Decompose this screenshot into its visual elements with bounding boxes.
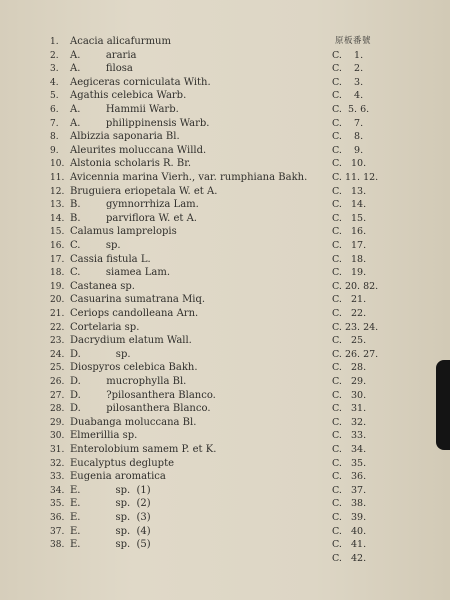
item-number: 2. [50, 50, 59, 61]
list-item [0, 322, 450, 335]
species-name: A. philippinensis Warb. [70, 117, 210, 129]
plate-reference: C. 38. [332, 498, 367, 510]
list-item [0, 403, 450, 416]
plate-reference: C. 9. [332, 144, 364, 156]
species-name: D. pilosanthera Blanco. [70, 403, 211, 415]
item-number: 14. [50, 213, 65, 224]
list-item [0, 349, 450, 362]
plate-reference: C. 26. 27. [332, 348, 379, 360]
plate-reference: C. 19. [332, 267, 367, 279]
list-item [0, 526, 450, 539]
plate-reference: C. 35. [332, 457, 367, 469]
species-name: E. sp. (3) [70, 512, 151, 523]
plate-reference: C. 40. [332, 525, 367, 537]
plate-reference: C. 28. [332, 362, 367, 374]
list-item [0, 444, 450, 457]
list-item [0, 240, 450, 253]
species-name: Duabanga moluccana Bl. [70, 416, 197, 428]
item-number: 27. [50, 390, 65, 401]
list-item [0, 485, 450, 498]
species-name: Bruguiera eriopetala W. et A. [70, 185, 218, 197]
plate-reference: C. 17. [332, 240, 367, 251]
column-header: 原板番號 [335, 36, 372, 46]
item-number: 22. [50, 322, 65, 333]
item-number: 33. [50, 472, 65, 483]
item-number: 24. [50, 349, 65, 360]
list-item [0, 145, 450, 158]
item-number: 37. [50, 526, 65, 537]
plate-reference: C. 15. [332, 212, 367, 224]
item-number: 21. [50, 309, 65, 319]
plate-reference: C. 14. [332, 199, 367, 211]
species-name: Ceriops candolleana Arn. [70, 308, 199, 319]
page-edge-shadow [436, 360, 450, 450]
species-name: Aleurites moluccana Willd. [70, 144, 207, 156]
species-name: Enterolobium samem P. et K. [70, 444, 217, 455]
list-item [0, 158, 450, 171]
item-number: 32. [50, 458, 65, 469]
list-item [0, 512, 450, 525]
list-item [0, 63, 450, 76]
plate-reference: C. 4. [332, 90, 364, 102]
item-number: 38. [50, 540, 65, 551]
plate-reference: C. 30. [332, 389, 367, 401]
species-name: Diospyros celebica Bakh. [70, 362, 198, 374]
species-name: A. Hammii Warb. [70, 104, 179, 115]
list-item [0, 390, 450, 403]
list-item [0, 77, 450, 90]
item-number: 17. [50, 254, 65, 265]
item-number: 10. [50, 159, 65, 170]
list-item [0, 213, 450, 226]
plate-reference: C. 10. [332, 158, 367, 170]
plate-reference: C. 23. 24. [332, 321, 379, 333]
species-name: Acacia alicafurmum [70, 36, 171, 47]
item-number: 26. [50, 377, 65, 387]
item-number: 28. [50, 404, 65, 415]
list-item [0, 118, 450, 131]
item-number: 19. [50, 281, 65, 292]
species-name: Avicennia marina Vierh., var. rumphiana Bakh. [70, 172, 308, 183]
species-name: D. sp. [70, 348, 131, 360]
plate-reference: C. 3. [332, 76, 364, 88]
list-item [0, 430, 450, 443]
plate-reference: C. 25. [332, 335, 367, 347]
item-number: 15. [50, 227, 65, 238]
species-name: C. sp. [70, 240, 121, 251]
list-item [0, 281, 450, 294]
plate-reference: C. 42. [332, 552, 367, 564]
plate-reference: C. 16. [332, 226, 367, 238]
species-name: Dacrydium elatum Wall. [70, 335, 192, 347]
item-number: 36. [50, 513, 65, 523]
species-name: Elmerillia sp. [70, 430, 138, 442]
item-number: 9. [50, 145, 59, 156]
list-item [0, 539, 450, 552]
species-name: B. gymnorrhiza Lam. [70, 199, 199, 211]
list-item [0, 104, 450, 117]
item-number: 7. [50, 118, 59, 129]
species-name: Alstonia scholaris R. Br. [70, 158, 192, 170]
plate-reference: C. 5. 6. [332, 104, 370, 115]
list-item [0, 36, 450, 49]
species-name: E. sp. (1) [70, 484, 151, 496]
list-item [0, 362, 450, 375]
species-name: Albizzia saponaria Bl. [70, 131, 180, 143]
plate-reference: C. 29. [332, 376, 367, 387]
species-name: Cassia fistula L. [70, 253, 151, 265]
item-number: 29. [50, 417, 65, 428]
item-number: 6. [50, 105, 59, 115]
item-number: 18. [50, 268, 65, 279]
plate-reference: C. 36. [332, 471, 367, 483]
plate-reference: C. 31. [332, 403, 367, 415]
species-name: D. ?pilosanthera Blanco. [70, 389, 216, 401]
list-item [0, 267, 450, 280]
plate-reference: C. 2. [332, 63, 364, 75]
species-name: E. sp. (4) [70, 525, 151, 537]
species-name: Eucalyptus deglupte [70, 457, 175, 469]
item-number: 5. [50, 91, 59, 102]
list-item [0, 186, 450, 199]
species-name: Eugenia aromatica [70, 471, 166, 483]
species-name: Cortelaria sp. [70, 321, 140, 333]
species-name: Castanea sp. [70, 280, 135, 292]
list-item [0, 335, 450, 348]
plate-reference: C. 32. [332, 416, 367, 428]
plate-reference: C. 34. [332, 444, 367, 455]
plate-reference: C. 20. 82. [332, 280, 379, 292]
item-number: 3. [50, 64, 59, 75]
list-item [0, 199, 450, 212]
item-number: 16. [50, 241, 65, 251]
list-item [0, 226, 450, 239]
item-number: 1. [50, 37, 59, 47]
item-number: 35. [50, 499, 65, 510]
plate-reference: C. 18. [332, 253, 367, 265]
item-number: 12. [50, 186, 65, 197]
list-item [0, 294, 450, 307]
item-number: 8. [50, 132, 59, 143]
plate-reference: C. 33. [332, 430, 367, 442]
plate-reference: C. 7. [332, 117, 364, 129]
species-name: B. parviflora W. et A. [70, 212, 197, 224]
list-item [0, 90, 450, 103]
species-name: Agathis celebica Warb. [70, 90, 187, 102]
species-name: D. mucrophylla Bl. [70, 376, 187, 387]
item-number: 31. [50, 445, 65, 455]
plate-reference: C. 39. [332, 512, 367, 523]
list-item [0, 458, 450, 471]
list-item [0, 50, 450, 63]
list-item [0, 172, 450, 185]
species-name: C. siamea Lam. [70, 267, 170, 279]
plate-reference: C. 11. 12. [332, 172, 379, 183]
item-number: 4. [50, 77, 59, 88]
list-item [0, 376, 450, 389]
list-item [0, 417, 450, 430]
item-number: 20. [50, 295, 65, 306]
item-number: 11. [50, 173, 65, 183]
plate-reference: C. 37. [332, 484, 367, 496]
item-number: 30. [50, 431, 65, 442]
species-name: E. sp. (5) [70, 539, 151, 551]
species-name: A. araria [70, 49, 137, 61]
list-item [0, 498, 450, 511]
list-item [0, 553, 450, 566]
plate-reference: C. 41. [332, 539, 367, 551]
list-item [0, 254, 450, 267]
plate-reference: C. 1. [332, 49, 364, 61]
list-item [0, 471, 450, 484]
item-number: 25. [50, 363, 65, 374]
list-item [0, 131, 450, 144]
species-name: A. filosa [70, 63, 133, 75]
plate-reference: C. 22. [332, 308, 367, 319]
species-name: Casuarina sumatrana Miq. [70, 294, 206, 306]
plate-reference: C. 13. [332, 185, 367, 197]
plate-reference: C. 21. [332, 294, 367, 306]
species-name: E. sp. (2) [70, 498, 151, 510]
plate-reference: C. 8. [332, 131, 364, 143]
list-item [0, 308, 450, 321]
species-name: Aegiceras corniculata With. [70, 76, 211, 88]
species-name: Calamus lamprelopis [70, 226, 177, 238]
item-number: 34. [50, 485, 65, 496]
item-number: 23. [50, 336, 65, 347]
item-number: 13. [50, 200, 65, 211]
